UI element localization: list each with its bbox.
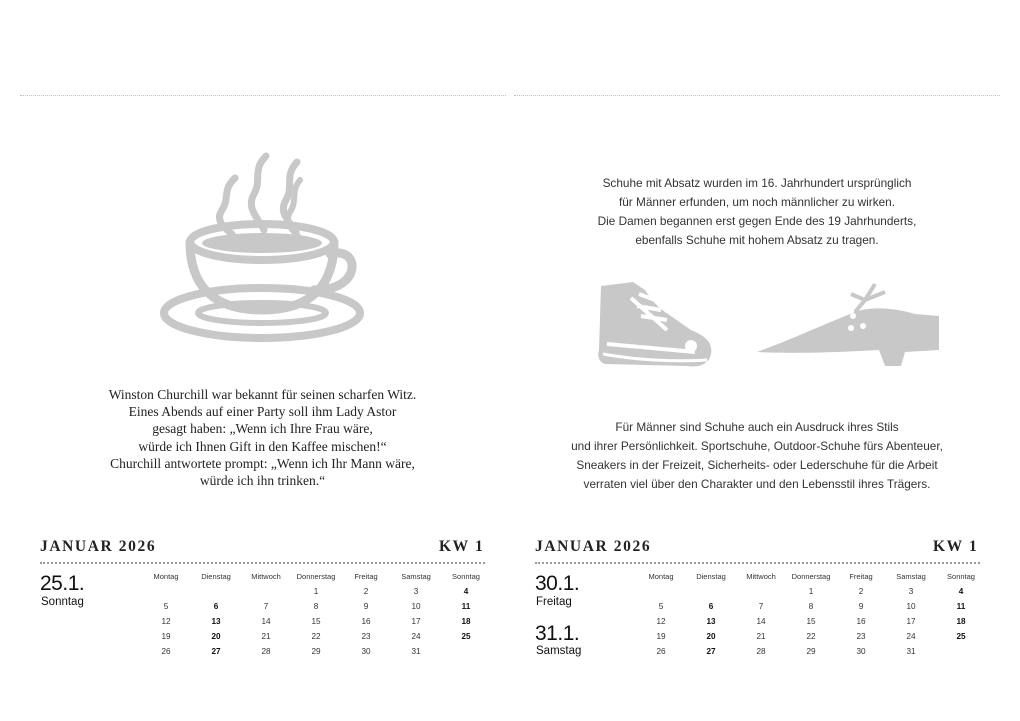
day-cell	[736, 584, 786, 599]
day-cell: 1	[808, 587, 814, 596]
right-page	[510, 0, 1020, 721]
month-title: JANUAR 2026	[535, 538, 652, 555]
weekday-label: Sonntag	[452, 571, 480, 581]
weekday-label: Montag	[648, 571, 674, 581]
day-name: Freitag	[536, 596, 572, 608]
day-cell: 28	[261, 647, 271, 656]
day-cell: 4	[958, 587, 964, 596]
day-cell: 11	[461, 602, 471, 611]
day-cell: 29	[311, 647, 321, 656]
week-row	[636, 599, 986, 614]
weekday-header-row	[636, 568, 986, 584]
day-cell: 18	[956, 617, 966, 626]
day-cell: 14	[756, 617, 766, 626]
day-cell: 22	[806, 632, 816, 641]
quote-line: würde ich ihn trinken.“	[199, 473, 326, 489]
day-cell: 5	[163, 602, 169, 611]
month-title: JANUAR 2026	[40, 538, 157, 555]
style-fact	[537, 418, 977, 494]
sneaker-icon	[595, 280, 717, 375]
mini-calendar	[636, 568, 986, 659]
weekday-label: Sonntag	[947, 571, 975, 581]
day-cell: 30	[856, 647, 866, 656]
day-cell: 22	[311, 632, 321, 641]
day-cell: 15	[311, 617, 321, 626]
day-cell: 27	[211, 647, 221, 656]
date-label: 30.1.	[535, 572, 580, 595]
day-cell: 28	[756, 647, 766, 656]
day-cell: 29	[806, 647, 816, 656]
day-cell: 24	[411, 632, 421, 641]
week-row	[636, 644, 986, 659]
day-cell: 4	[463, 587, 469, 596]
day-cell: 10	[906, 602, 916, 611]
day-cell: 31	[411, 647, 421, 656]
fact-line: Für Männer sind Schuhe auch ein Ausdruck ihres Stils	[615, 420, 899, 434]
heels-fact	[537, 174, 977, 250]
day-cell: 23	[361, 632, 371, 641]
day-cell: 13	[706, 617, 716, 626]
day-cell: 30	[361, 647, 371, 656]
weekday-label: Dienstag	[201, 571, 231, 581]
day-cell: 23	[856, 632, 866, 641]
fact-line: Schuhe mit Absatz wurden im 16. Jahrhundert ursprünglich	[602, 176, 912, 190]
fact-line: ebenfalls Schuhe mit hohem Absatz zu tragen.	[635, 233, 879, 247]
weekday-label: Donnerstag	[296, 571, 336, 581]
day-cell: 19	[656, 632, 666, 641]
day-cell: 26	[161, 647, 171, 656]
day-cell	[141, 584, 191, 599]
day-cell: 12	[656, 617, 666, 626]
day-cell: 6	[708, 602, 714, 611]
day-cell: 16	[856, 617, 866, 626]
day-cell: 26	[656, 647, 666, 656]
weekday-label: Dienstag	[696, 571, 726, 581]
day-cell: 13	[211, 617, 221, 626]
day-cell	[191, 584, 241, 599]
day-cell	[936, 644, 986, 659]
day-cell: 24	[906, 632, 916, 641]
week-row	[141, 599, 491, 614]
date-label: 31.1.	[535, 622, 580, 645]
day-cell: 9	[858, 602, 864, 611]
weekday-label: Samstag	[401, 571, 431, 581]
week-row	[141, 614, 491, 629]
day-cell: 3	[413, 587, 419, 596]
weekday-header-row	[141, 568, 491, 584]
day-cell: 20	[706, 632, 716, 641]
day-name: Samstag	[536, 645, 582, 657]
day-cell: 15	[806, 617, 816, 626]
day-cell: 25	[956, 632, 966, 641]
day-cell	[686, 584, 736, 599]
calendar-rule	[535, 562, 980, 564]
calendar-rule	[40, 562, 485, 564]
day-cell: 2	[858, 587, 864, 596]
fact-line: und ihrer Persönlichkeit. Sportschuhe, Outdoor-Schuhe fürs Abenteuer,	[571, 439, 943, 453]
week-number: KW 1	[439, 538, 485, 555]
day-cell: 3	[908, 587, 914, 596]
dress-shoe-icon	[755, 280, 945, 370]
day-name: Sonntag	[41, 596, 84, 608]
fact-line: verraten viel über den Charakter und den Lebensstil ihres Trägers.	[583, 477, 931, 491]
day-cell: 16	[361, 617, 371, 626]
quote-line: würde ich Ihnen Gift in den Kaffee mischen!“	[138, 438, 387, 454]
day-cell: 19	[161, 632, 171, 641]
quote-line: Eines Abends auf einer Party soll ihm Lady Astor	[128, 404, 397, 420]
day-cell: 20	[211, 632, 221, 641]
weekday-label: Freitag	[354, 571, 378, 581]
day-cell: 7	[263, 602, 269, 611]
day-cell: 27	[706, 647, 716, 656]
day-cell: 1	[313, 587, 319, 596]
weekday-label: Mittwoch	[251, 571, 281, 581]
day-cell: 11	[956, 602, 966, 611]
day-cell	[636, 584, 686, 599]
coffee-cup-icon	[160, 150, 365, 342]
day-cell: 9	[363, 602, 369, 611]
day-cell: 21	[756, 632, 766, 641]
day-cell: 14	[261, 617, 271, 626]
day-cell	[241, 584, 291, 599]
day-cell: 17	[411, 617, 421, 626]
weekday-label: Donnerstag	[791, 571, 831, 581]
weekday-label: Montag	[153, 571, 179, 581]
day-cell: 21	[261, 632, 271, 641]
weekday-label: Samstag	[896, 571, 926, 581]
week-row	[636, 614, 986, 629]
weekday-label: Mittwoch	[746, 571, 776, 581]
quote-line: gesagt haben: „Wenn ich Ihre Frau wäre,	[152, 421, 373, 437]
fact-line: Die Damen begannen erst gegen Ende des 19 Jahrhunderts,	[597, 214, 917, 228]
week-number: KW 1	[933, 538, 979, 555]
week-row	[636, 584, 986, 599]
mini-calendar	[141, 568, 491, 659]
fact-line: Sneakers in der Freizeit, Sicherheits- oder Lederschuhe für die Arbeit	[576, 458, 938, 472]
day-cell	[441, 644, 491, 659]
fact-line: für Männer erfunden, um noch männlicher zu wirken.	[618, 195, 896, 209]
day-cell: 8	[313, 602, 319, 611]
day-cell: 18	[461, 617, 471, 626]
week-row	[141, 629, 491, 644]
day-cell: 7	[758, 602, 764, 611]
quote-line: Winston Churchill war bekannt für seinen scharfen Witz.	[108, 387, 417, 402]
week-row	[141, 644, 491, 659]
churchill-quote	[60, 386, 465, 489]
day-cell: 12	[161, 617, 171, 626]
day-cell: 2	[363, 587, 369, 596]
day-cell: 8	[808, 602, 814, 611]
day-cell: 10	[411, 602, 421, 611]
week-row	[141, 584, 491, 599]
day-cell: 31	[906, 647, 916, 656]
day-cell: 17	[906, 617, 916, 626]
day-cell: 5	[658, 602, 664, 611]
week-row	[636, 629, 986, 644]
day-cell: 25	[461, 632, 471, 641]
day-cell: 6	[213, 602, 219, 611]
date-label: 25.1.	[40, 572, 85, 595]
weekday-label: Freitag	[849, 571, 873, 581]
quote-line: Churchill antwortete prompt: „Wenn ich Ihr Mann wäre,	[110, 455, 415, 471]
